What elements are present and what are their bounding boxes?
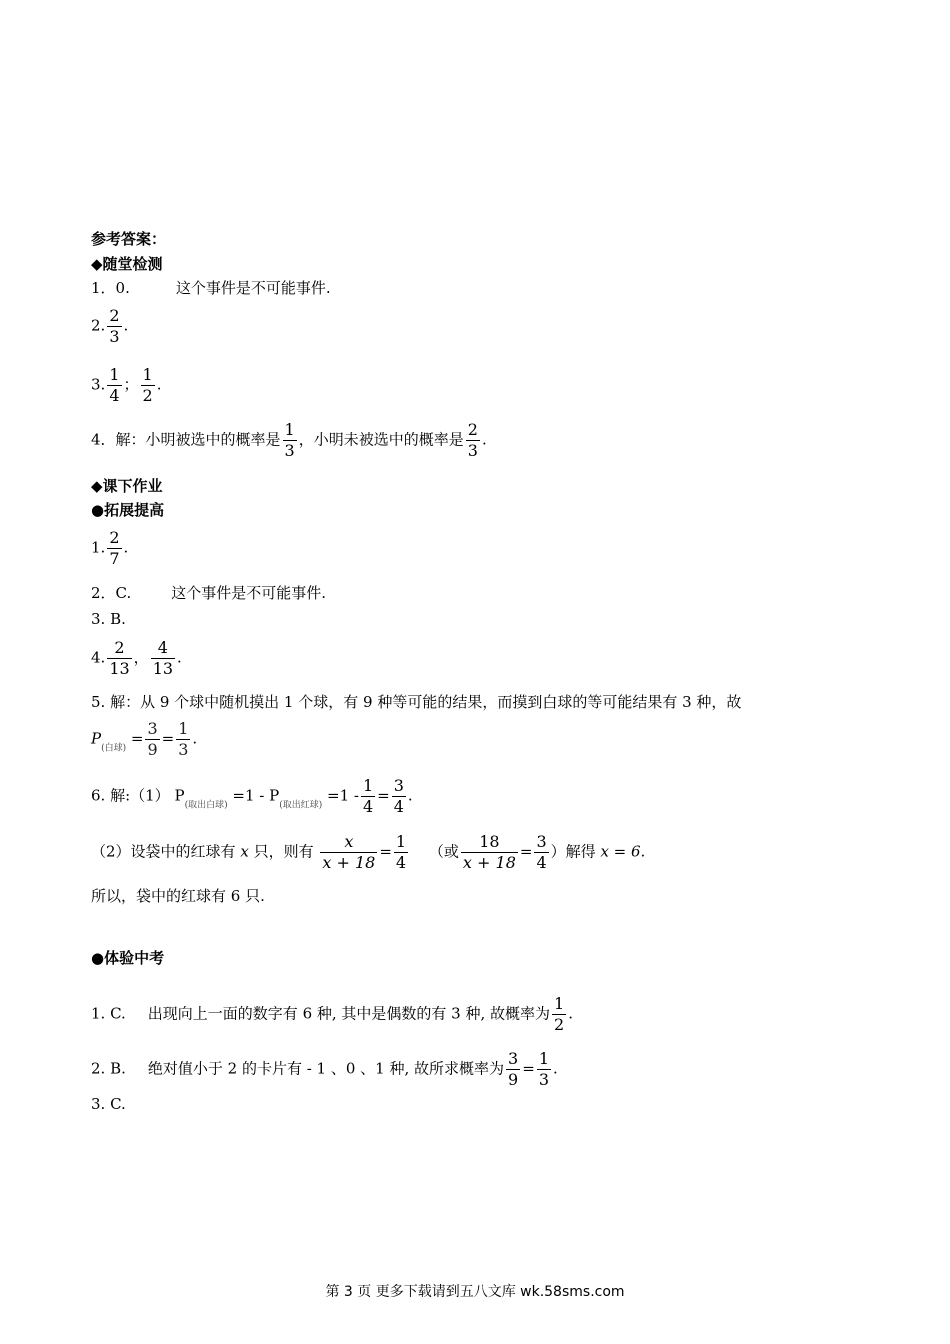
answer-3-2: 2. B. 绝对值小于 2 的卡片有 - 1 、0 、1 种, 故所求概率为 $\frac{3}{9}$ = $\frac{1}{3}$ . [91,1049,558,1089]
fraction: $\frac{1}{2}$ [142,365,153,405]
fraction: $\frac{3}{9}$ [147,719,158,759]
page-footer: 第 3 页 更多下载请到五八文库 wk.58sms.com [325,1284,625,1300]
fraction: $\frac{1}{3}$ [284,420,295,460]
answer-3-3: 3. C. [91,1095,126,1113]
fraction: $\frac{3}{9}$ [508,1049,519,1089]
fraction: $\frac{18}{x + 18}$ [462,832,516,872]
fraction: $\frac{x}{x + 18}$ [322,832,376,872]
section-exam-experience: ●体验中考 [91,949,165,967]
fraction: $\frac{1}{2}$ [554,994,565,1034]
answer-2-5-formula: $P_{(白球)}$ = $\frac{3}{9}$ = $\frac{1}{3}$ . [91,719,198,759]
answer-1-4: 4．解：小明被选中的概率是 $\frac{1}{3}$ ，小明未被选中的概率是 $\frac{2}{3}$ . [91,420,487,460]
section-homework: ◆课下作业 [91,477,163,495]
answer-2-3: 3. B. [91,610,126,628]
answer-2-2: 2．C. 这个事件是不可能事件. [91,584,327,602]
fraction: $\frac{2}{3}$ [109,306,120,346]
fraction: $\frac{1}{3}$ [538,1049,549,1089]
fraction: $\frac{1}{3}$ [178,719,189,759]
fraction: $\frac{2}{3}$ [467,420,478,460]
fraction: $\frac{2}{7}$ [109,528,120,568]
answer-2-5: 5. 解：从 9 个球中随机摸出 1 个球，有 9 种等可能的结果，而摸到白球的等可能结果有 3 种，故 [91,693,742,711]
fraction: $\frac{2}{13}$ [109,638,130,678]
subsection-extension: ●拓展提高 [91,501,165,519]
answer-3-1: 1. C. 出现向上一面的数字有 6 种, 其中是偶数的有 3 种, 故概率为 $\frac{1}{2}$ . [91,994,573,1034]
answer-2-1: 1. $\frac{2}{7}$ . [91,528,129,568]
fraction: $\frac{1}{4}$ [362,776,374,816]
answer-1-3: 3. $\frac{1}{4}$ ； $\frac{1}{2}$ . [91,365,162,405]
fraction: $\frac{1}{4}$ [395,832,407,872]
fraction: $\frac{3}{4}$ [536,832,547,872]
section-classroom-check: ◆随堂检测 [91,255,163,273]
fraction: $\frac{3}{4}$ [393,776,404,816]
fraction: $\frac{1}{4}$ [109,365,120,405]
answers-heading: 参考答案： [91,230,167,248]
answer-1-1: 1．0. 这个事件是不可能事件. [91,279,331,297]
answer-1-2: 2. $\frac{2}{3}$ . [91,306,129,346]
answer-2-4: 4. $\frac{2}{13}$ ， $\frac{4}{13}$ . [91,638,182,678]
answer-2-6-conclusion: 所以，袋中的红球有 6 只. [91,887,265,905]
fraction: $\frac{4}{13}$ [152,638,174,678]
answer-2-6: 6. 解:（1） $P_{(取出白球)} =1 - P_{(取出红球)} =1$ - $\frac{1}{4}$ = $\frac{3}{4}$ . [91,776,413,816]
answer-2-6-part2: （2）设袋中的红球有 x 只，则有 $\frac{x}{x + 18}$ = $\frac{1}{4}$ （或 $\frac{18}{x + 18}$ = $\frac{3}{4}$ ）解得 x = 6. [91,832,646,872]
